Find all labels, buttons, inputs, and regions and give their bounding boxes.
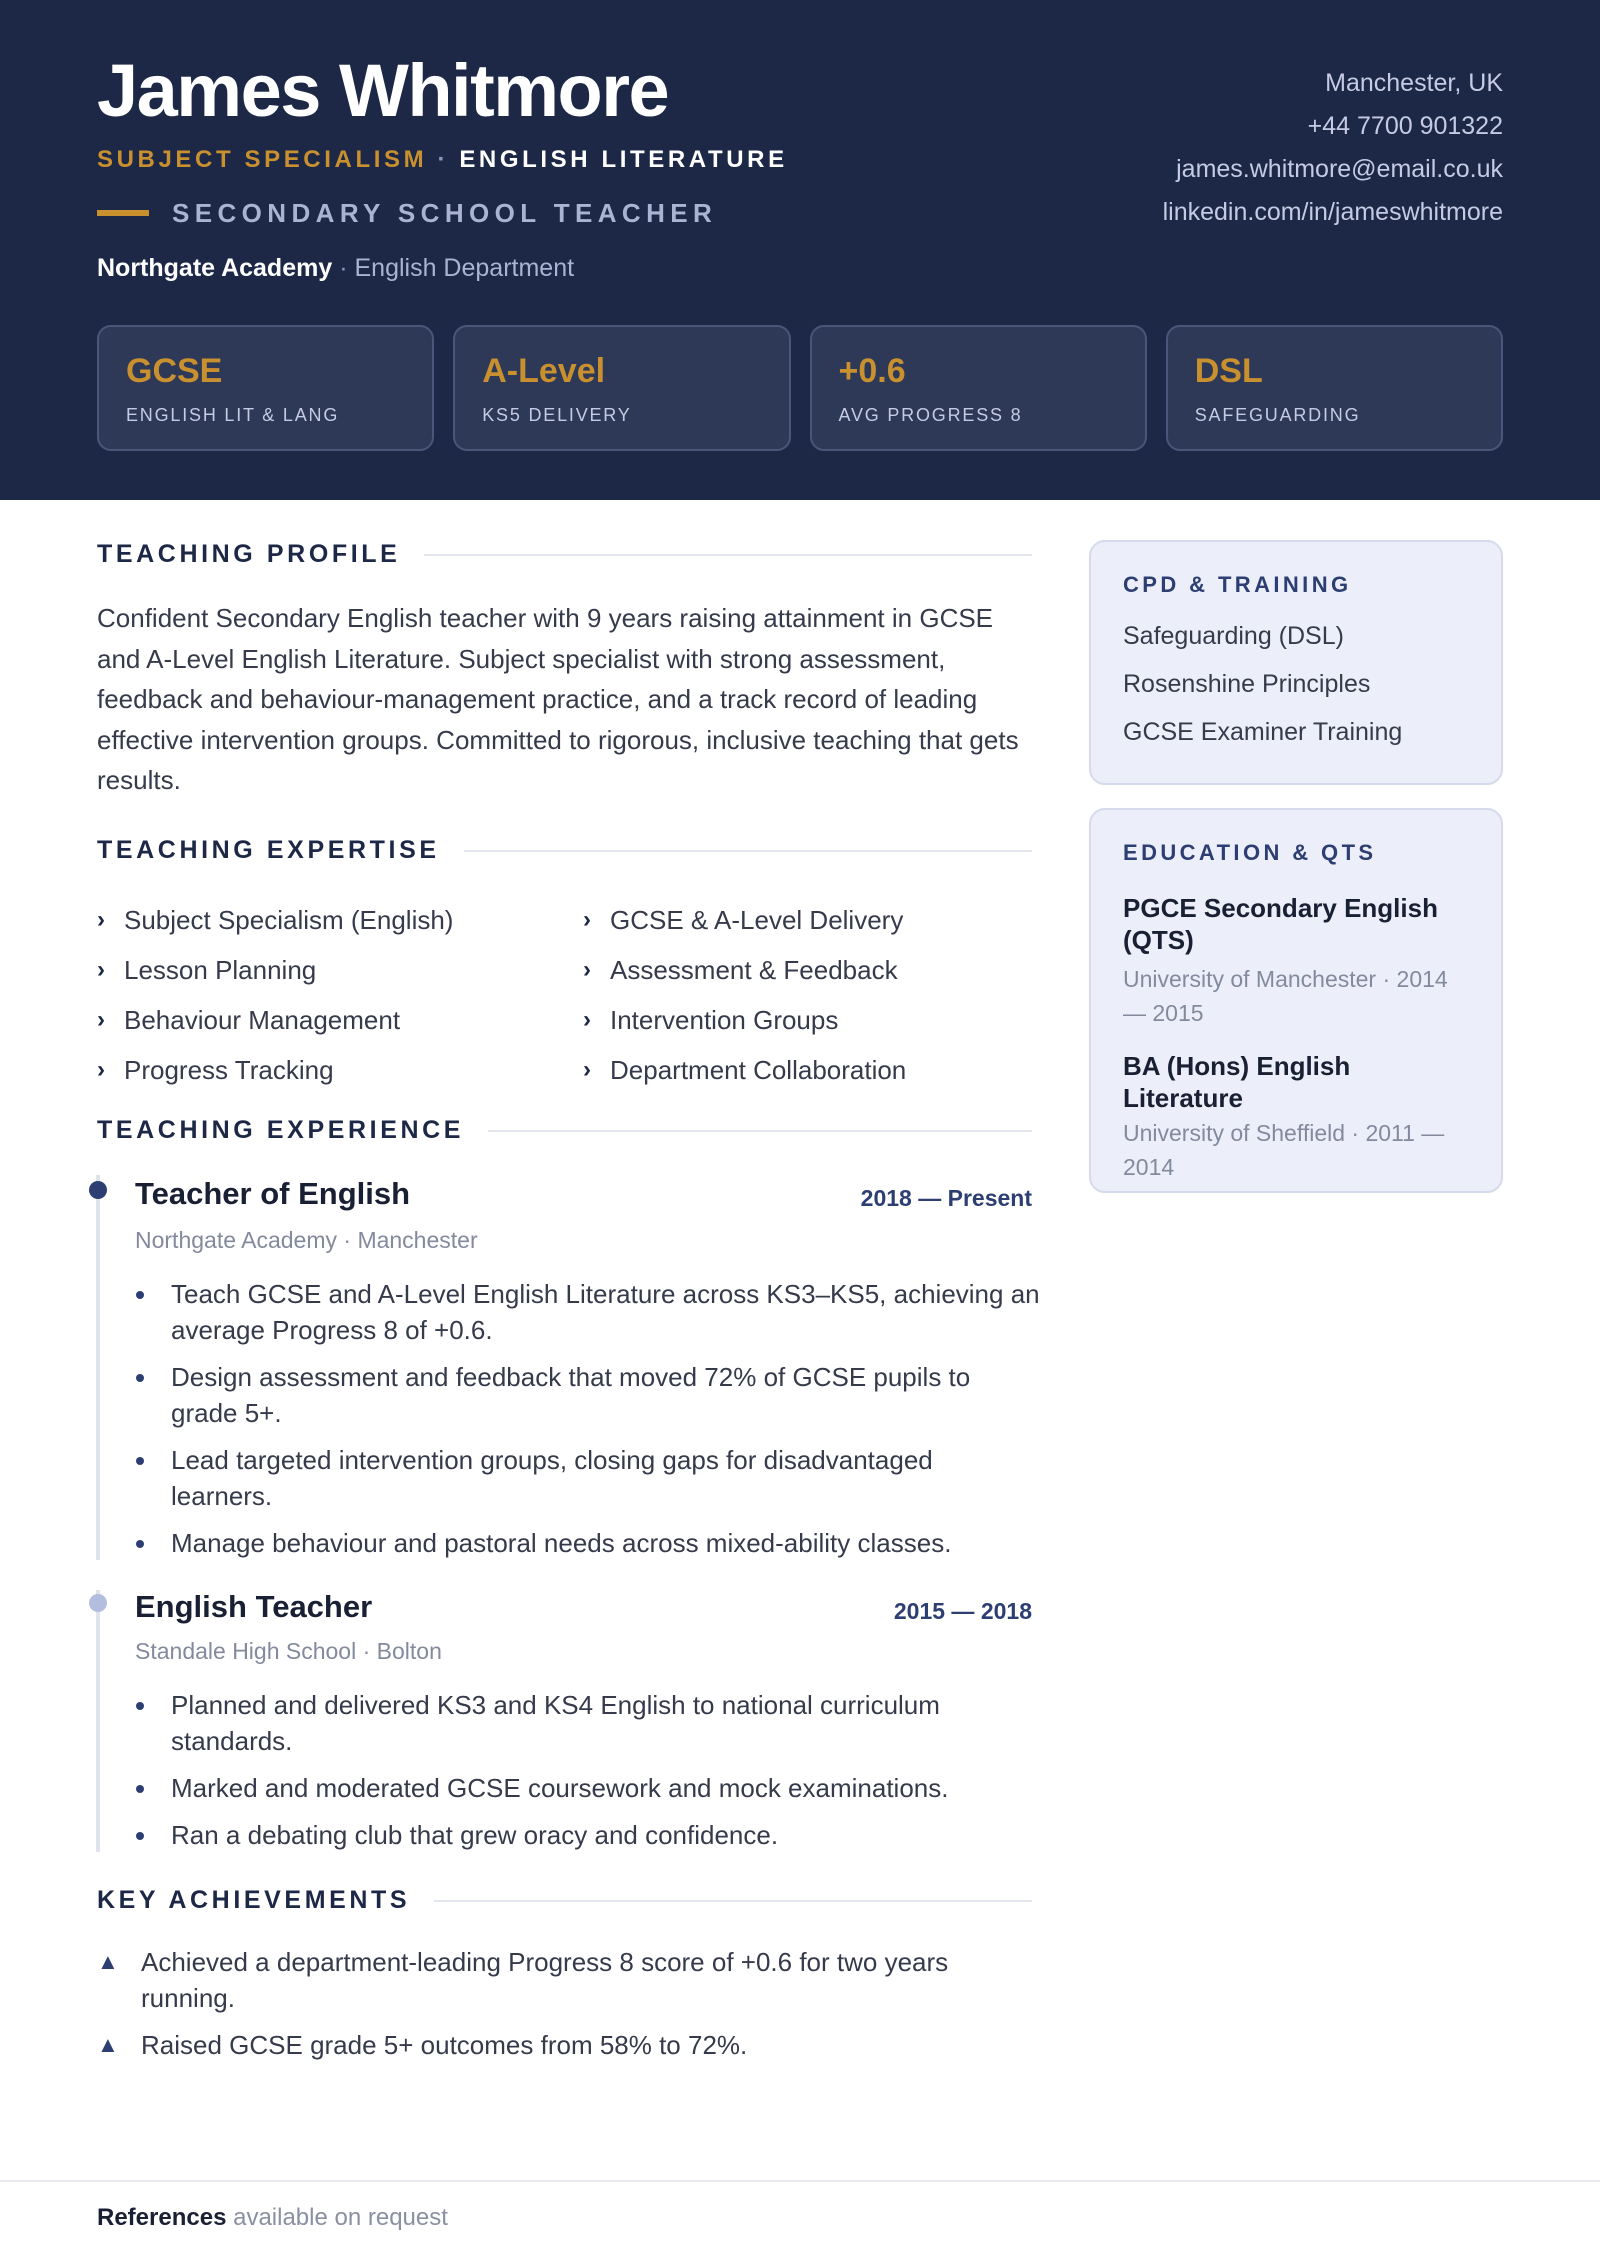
subject-specialism-line bbox=[97, 146, 788, 174]
cpd-item: Safeguarding (DSL) bbox=[1123, 622, 1344, 650]
expertise-label: Behaviour Management bbox=[124, 1004, 401, 1035]
section-divider bbox=[434, 1900, 1032, 1902]
chevron-right-icon: › bbox=[583, 1006, 591, 1033]
chevron-right-icon: › bbox=[583, 956, 591, 983]
job-dates: 2018 — Present bbox=[860, 1185, 1032, 1211]
section-title-expertise bbox=[97, 836, 1032, 865]
role-line bbox=[97, 196, 717, 230]
job-title: English Teacher bbox=[135, 1589, 373, 1624]
cpd-card bbox=[1089, 540, 1503, 785]
expertise-item bbox=[583, 945, 1032, 995]
chevron-right-icon: › bbox=[583, 906, 591, 933]
job-bullet: Planned and delivered KS3 and KS4 English to national curriculum standards. bbox=[135, 1687, 1040, 1759]
expertise-item bbox=[583, 895, 1032, 945]
triangle-up-icon: ▲ bbox=[97, 2032, 119, 2057]
education-meta: University of Sheffield · 2011 — 2014 bbox=[1123, 1120, 1445, 1180]
chevron-right-icon: › bbox=[97, 906, 105, 933]
footer-note bbox=[97, 2204, 448, 2232]
section-heading: TEACHING PROFILE bbox=[97, 540, 401, 568]
stat-card bbox=[810, 325, 1147, 451]
section-heading: KEY ACHIEVEMENTS bbox=[97, 1886, 411, 1914]
job-bullet: Lead targeted intervention groups, closing gaps for disadvantaged learners. bbox=[135, 1442, 1040, 1514]
chevron-right-icon: › bbox=[97, 956, 105, 983]
education-degree: PGCE Secondary English (QTS) bbox=[1123, 893, 1438, 955]
timeline-dot-icon bbox=[89, 1181, 107, 1199]
achievement-text: Raised GCSE grade 5+ outcomes from 58% to 72%. bbox=[141, 2030, 748, 2060]
job-bullet: Teach GCSE and A-Level English Literature across KS3–KS5, achieving an average Progress 8 of +0.6. bbox=[135, 1276, 1040, 1348]
job-bullets bbox=[135, 1276, 1040, 1572]
contact-email[interactable]: james.whitmore@email.co.uk bbox=[1176, 155, 1503, 183]
job-organization: Standale High School · Bolton bbox=[135, 1638, 442, 1664]
job-organization: Northgate Academy · Manchester bbox=[135, 1227, 478, 1253]
contact-block bbox=[1163, 62, 1503, 234]
job-bullet: Design assessment and feedback that moved 72% of GCSE pupils to grade 5+. bbox=[135, 1359, 1040, 1431]
education-degree: BA (Hons) English Literature bbox=[1123, 1051, 1351, 1113]
role-accent-bar bbox=[97, 210, 149, 216]
stats-row bbox=[97, 325, 1503, 451]
job-bullet: Manage behaviour and pastoral needs across mixed-ability classes. bbox=[135, 1525, 1040, 1561]
expertise-item bbox=[97, 945, 583, 995]
expertise-label: Progress Tracking bbox=[124, 1054, 334, 1085]
profile-summary: Confident Secondary English teacher with 9 years raising attainment in GCSE and A-Level English Literature. Subject specialist with strong assessment, feedback and behaviour-management practice, and a track record of leading effective intervention groups. Committed to rigorous, inclusive teaching that gets results. bbox=[97, 603, 1019, 795]
triangle-up-icon: ▲ bbox=[97, 1949, 119, 1974]
section-divider bbox=[424, 554, 1032, 556]
expertise-label: Intervention Groups bbox=[610, 1004, 839, 1035]
job-dates: 2015 — 2018 bbox=[893, 1598, 1032, 1624]
achievement-item bbox=[97, 1944, 1032, 2016]
cpd-item: GCSE Examiner Training bbox=[1123, 718, 1403, 746]
achievement-text: Achieved a department-leading Progress 8 score of +0.6 for two years running. bbox=[141, 1947, 949, 2013]
stat-value: DSL bbox=[1194, 352, 1263, 390]
expertise-label: Lesson Planning bbox=[124, 954, 317, 985]
achievements-list bbox=[97, 1944, 1032, 2074]
candidate-name: James Whitmore bbox=[97, 49, 669, 132]
card-heading: EDUCATION & QTS bbox=[1123, 840, 1377, 865]
timeline-dot-icon bbox=[89, 1594, 107, 1612]
header-banner bbox=[0, 0, 1600, 500]
stat-label: ENGLISH LIT & LANG bbox=[126, 405, 340, 425]
expertise-item bbox=[97, 895, 583, 945]
job-title: Teacher of English bbox=[135, 1176, 411, 1211]
timeline-line bbox=[96, 1175, 100, 1560]
stat-card bbox=[1166, 325, 1503, 451]
stat-value: A-Level bbox=[482, 352, 606, 390]
expertise-label: GCSE & A-Level Delivery bbox=[610, 904, 904, 935]
job-bullets bbox=[135, 1687, 1040, 1864]
expertise-item bbox=[583, 995, 1032, 1045]
contact-location: Manchester, UK bbox=[1325, 69, 1503, 97]
subject-key: SUBJECT SPECIALISM bbox=[97, 146, 428, 173]
subject-value: ENGLISH LITERATURE bbox=[459, 146, 788, 173]
stat-label: SAFEGUARDING bbox=[1194, 405, 1361, 425]
subject-separator: · bbox=[437, 146, 450, 173]
timeline-line bbox=[96, 1590, 100, 1852]
role-title: SECONDARY SCHOOL TEACHER bbox=[172, 197, 718, 228]
stat-label: KS5 DELIVERY bbox=[482, 405, 632, 425]
expertise-label: Department Collaboration bbox=[610, 1054, 907, 1085]
school-line bbox=[97, 254, 574, 283]
expertise-label: Subject Specialism (English) bbox=[124, 904, 454, 935]
education-item bbox=[1123, 1050, 1469, 1184]
cpd-list bbox=[1123, 612, 1469, 756]
school-name: Northgate Academy bbox=[97, 254, 333, 282]
contact-linkedin[interactable]: linkedin.com/in/jameswhitmore bbox=[1162, 198, 1503, 226]
expertise-item bbox=[97, 995, 583, 1045]
section-title-profile bbox=[97, 540, 1032, 569]
expertise-item bbox=[97, 1045, 583, 1095]
footer-divider bbox=[0, 2180, 1600, 2182]
section-divider bbox=[464, 850, 1032, 852]
expertise-item bbox=[583, 1045, 1032, 1095]
card-heading: CPD & TRAINING bbox=[1123, 572, 1352, 597]
section-title-achievements bbox=[97, 1886, 1032, 1915]
expertise-grid bbox=[97, 895, 1032, 1095]
education-card bbox=[1089, 808, 1503, 1193]
education-meta: University of Manchester · 2014 — 2015 bbox=[1123, 966, 1448, 1026]
contact-phone[interactable]: +44 7700 901322 bbox=[1307, 112, 1503, 140]
education-item bbox=[1123, 892, 1469, 1030]
school-separator: · bbox=[339, 254, 348, 282]
achievement-item bbox=[97, 2027, 1032, 2063]
section-title-experience bbox=[97, 1116, 1032, 1145]
job-bullet: Marked and moderated GCSE coursework and mock examinations. bbox=[135, 1770, 1040, 1806]
job-bullet: Ran a debating club that grew oracy and confidence. bbox=[135, 1817, 1040, 1853]
section-heading: TEACHING EXPERIENCE bbox=[97, 1116, 465, 1144]
stat-value: +0.6 bbox=[838, 352, 906, 390]
stat-value: GCSE bbox=[126, 352, 223, 390]
section-divider bbox=[488, 1130, 1032, 1132]
stat-card bbox=[453, 325, 790, 451]
section-heading: TEACHING EXPERTISE bbox=[97, 836, 440, 864]
footer-bold: References bbox=[97, 2204, 227, 2231]
chevron-right-icon: › bbox=[97, 1056, 105, 1083]
stat-label: AVG PROGRESS 8 bbox=[838, 405, 1023, 425]
stat-card bbox=[97, 325, 434, 451]
footer-rest: available on request bbox=[233, 2204, 448, 2231]
expertise-label: Assessment & Feedback bbox=[610, 954, 898, 985]
chevron-right-icon: › bbox=[583, 1056, 591, 1083]
chevron-right-icon: › bbox=[97, 1006, 105, 1033]
department-name: English Department bbox=[354, 254, 575, 282]
cpd-item: Rosenshine Principles bbox=[1123, 670, 1371, 698]
